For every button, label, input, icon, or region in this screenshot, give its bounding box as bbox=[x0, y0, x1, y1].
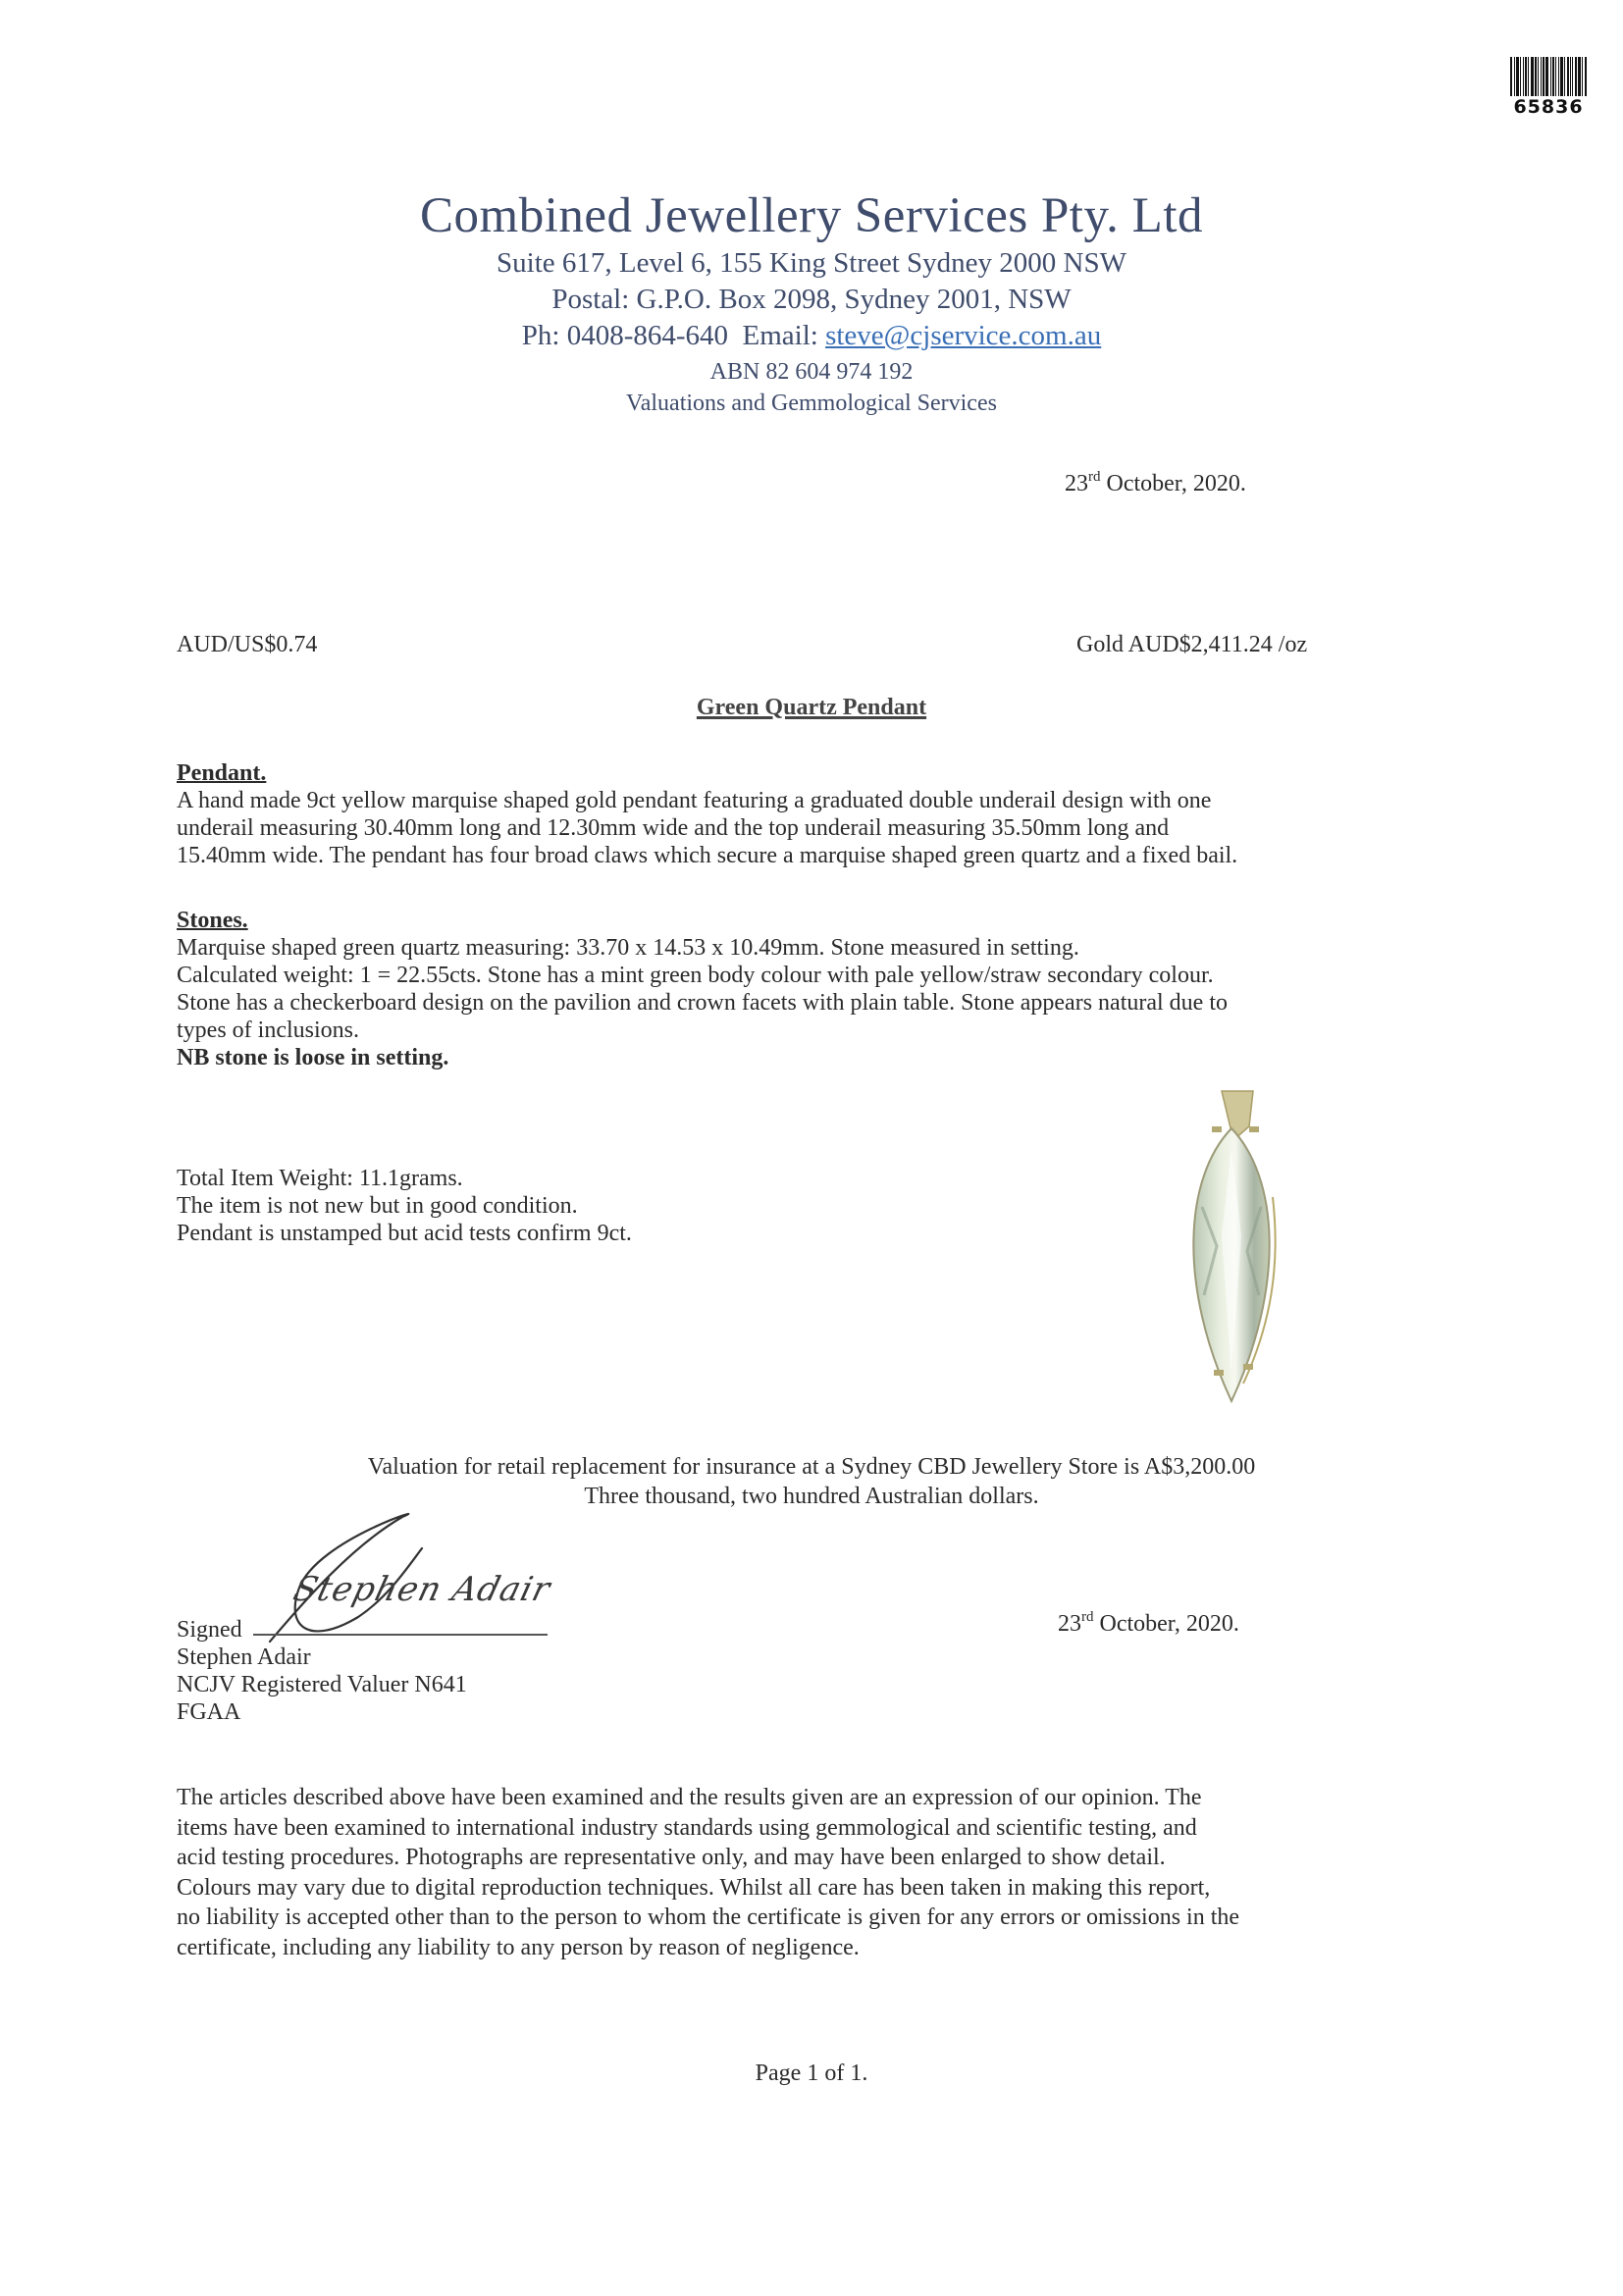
street-address: Suite 617, Level 6, 155 King Street Sydney 2000 NSW bbox=[497, 247, 1126, 279]
barcode-bar bbox=[1552, 57, 1554, 96]
barcode-bar bbox=[1578, 57, 1581, 96]
stones-heading: Stones. bbox=[177, 908, 248, 933]
disclaimer-line: no liability is accepted other than to the person to whom the certificate is given for any errors or omissions in the bbox=[177, 1905, 1240, 1930]
barcode-bar bbox=[1555, 57, 1556, 96]
barcode-bar bbox=[1550, 57, 1551, 96]
exchange-rate: AUD/US$0.74 bbox=[177, 632, 318, 657]
barcode-bar bbox=[1567, 57, 1569, 96]
stones-line: Stone has a checkerboard design on the pavilion and crown facets with plain table. Stone appears natural due to bbox=[177, 990, 1228, 1016]
letterhead bbox=[0, 186, 1623, 419]
pendant-line: 15.40mm wide. The pendant has four broad claws which secure a marquise shaped green quartz and a fixed bail. bbox=[177, 843, 1238, 868]
barcode-icon bbox=[1499, 57, 1597, 96]
barcode-bar bbox=[1523, 57, 1524, 96]
barcode-bar bbox=[1528, 57, 1529, 96]
email-label: Email: bbox=[742, 320, 818, 351]
disclaimer bbox=[177, 1783, 1452, 1962]
date-suffix: rd bbox=[1081, 1609, 1094, 1625]
barcode-label bbox=[1499, 57, 1597, 118]
signatory-block bbox=[177, 1616, 467, 1726]
date-day: 23 bbox=[1065, 471, 1088, 496]
signatory-registration: NCJV Registered Valuer N641 bbox=[177, 1672, 467, 1697]
disclaimer-line: certificate, including any liability to any person by reason of negligence. bbox=[177, 1934, 860, 1960]
barcode-bar bbox=[1543, 57, 1544, 96]
barcode-bar bbox=[1520, 57, 1521, 96]
barcode-bar bbox=[1582, 57, 1583, 96]
company-name: Combined Jewellery Services Pty. Ltd bbox=[420, 188, 1203, 243]
report-date bbox=[1065, 469, 1246, 497]
stones-line: Marquise shaped green quartz measuring: 33.70 x 14.53 x 10.49mm. Stone measured in setting. bbox=[177, 935, 1079, 961]
services-tagline: Valuations and Gemmological Services bbox=[626, 391, 997, 416]
contact-line bbox=[0, 318, 1623, 354]
signed-label: Signed bbox=[177, 1617, 242, 1643]
valuation-words: Three thousand, two hundred Australian dollars. bbox=[584, 1484, 1039, 1509]
barcode-bar bbox=[1585, 57, 1587, 96]
email-link[interactable]: steve@cjservice.com.au bbox=[825, 320, 1102, 351]
disclaimer-line: Colours may vary due to digital reproduction techniques. Whilst all care has been taken in making this report, bbox=[177, 1874, 1211, 1901]
barcode-bar bbox=[1558, 57, 1559, 96]
stones-line: Calculated weight: 1 = 22.55cts. Stone has a mint green body colour with pale yellow/straw secondary colour. bbox=[177, 963, 1214, 988]
barcode-bar bbox=[1514, 57, 1515, 96]
detail-line: Total Item Weight: 11.1grams. bbox=[177, 1166, 463, 1191]
barcode-bar bbox=[1545, 57, 1548, 96]
barcode-bar bbox=[1541, 57, 1542, 96]
pendant-line: underail measuring 30.40mm long and 12.30mm wide and the top underail measuring 35.50mm long and bbox=[177, 815, 1170, 841]
detail-line: Pendant is unstamped but acid tests confirm 9ct. bbox=[177, 1221, 632, 1246]
stones-line: types of inclusions. bbox=[177, 1018, 359, 1043]
stones-note: NB stone is loose in setting. bbox=[177, 1045, 449, 1070]
barcode-bar bbox=[1531, 57, 1534, 96]
signature-date bbox=[1058, 1609, 1239, 1638]
barcode-number: 65836 bbox=[1513, 96, 1584, 118]
pendant-line: A hand made 9ct yellow marquise shaped gold pendant featuring a graduated double underail design with one bbox=[177, 788, 1212, 813]
date-day: 23 bbox=[1058, 1611, 1081, 1637]
date-suffix: rd bbox=[1088, 469, 1101, 485]
date-rest: October, 2020. bbox=[1106, 471, 1246, 496]
gold-price: Gold AUD$2,411.24 /oz bbox=[1076, 632, 1308, 657]
handwritten-signature: Stephen Adair bbox=[289, 1570, 555, 1609]
pendant-photo bbox=[1163, 1089, 1300, 1403]
disclaimer-line: acid testing procedures. Photographs are representative only, and may have been enlarged to show detail. bbox=[177, 1845, 1166, 1870]
disclaimer-line: items have been examined to international industry standards using gemmological and scientific testing, and bbox=[177, 1814, 1197, 1841]
barcode-bar bbox=[1538, 57, 1539, 96]
barcode-bar bbox=[1575, 57, 1577, 96]
signatory-qualification: FGAA bbox=[177, 1699, 241, 1725]
barcode-bar bbox=[1572, 57, 1573, 96]
pendant-section bbox=[177, 759, 1452, 869]
document-title: Green Quartz Pendant bbox=[696, 695, 927, 720]
detail-line: The item is not new but in good condition. bbox=[177, 1193, 578, 1219]
barcode-bar bbox=[1560, 57, 1563, 96]
abn: ABN 82 604 974 192 bbox=[709, 359, 914, 385]
valuation-amount: Valuation for retail replacement for insurance at a Sydney CBD Jewellery Store is A$3,200.00 bbox=[367, 1454, 1256, 1480]
barcode-bar bbox=[1535, 57, 1537, 96]
barcode-bar bbox=[1516, 57, 1519, 96]
barcode-bar bbox=[1525, 57, 1527, 96]
stones-section bbox=[177, 907, 1452, 1071]
barcode-bar bbox=[1570, 57, 1571, 96]
barcode-bar bbox=[1510, 57, 1512, 96]
page-number: Page 1 of 1. bbox=[755, 2061, 868, 2086]
pendant-heading: Pendant. bbox=[177, 760, 267, 786]
signatory-name: Stephen Adair bbox=[177, 1644, 311, 1670]
postal-address: Postal: G.P.O. Box 2098, Sydney 2001, NSW bbox=[551, 284, 1072, 315]
barcode-bar bbox=[1564, 57, 1565, 96]
valuation-statement bbox=[0, 1452, 1623, 1511]
disclaimer-line: The articles described above have been examined and the results given are an expression of our opinion. The bbox=[177, 1785, 1202, 1810]
phone: Ph: 0408-864-640 bbox=[521, 320, 729, 351]
date-rest: October, 2020. bbox=[1099, 1611, 1239, 1637]
